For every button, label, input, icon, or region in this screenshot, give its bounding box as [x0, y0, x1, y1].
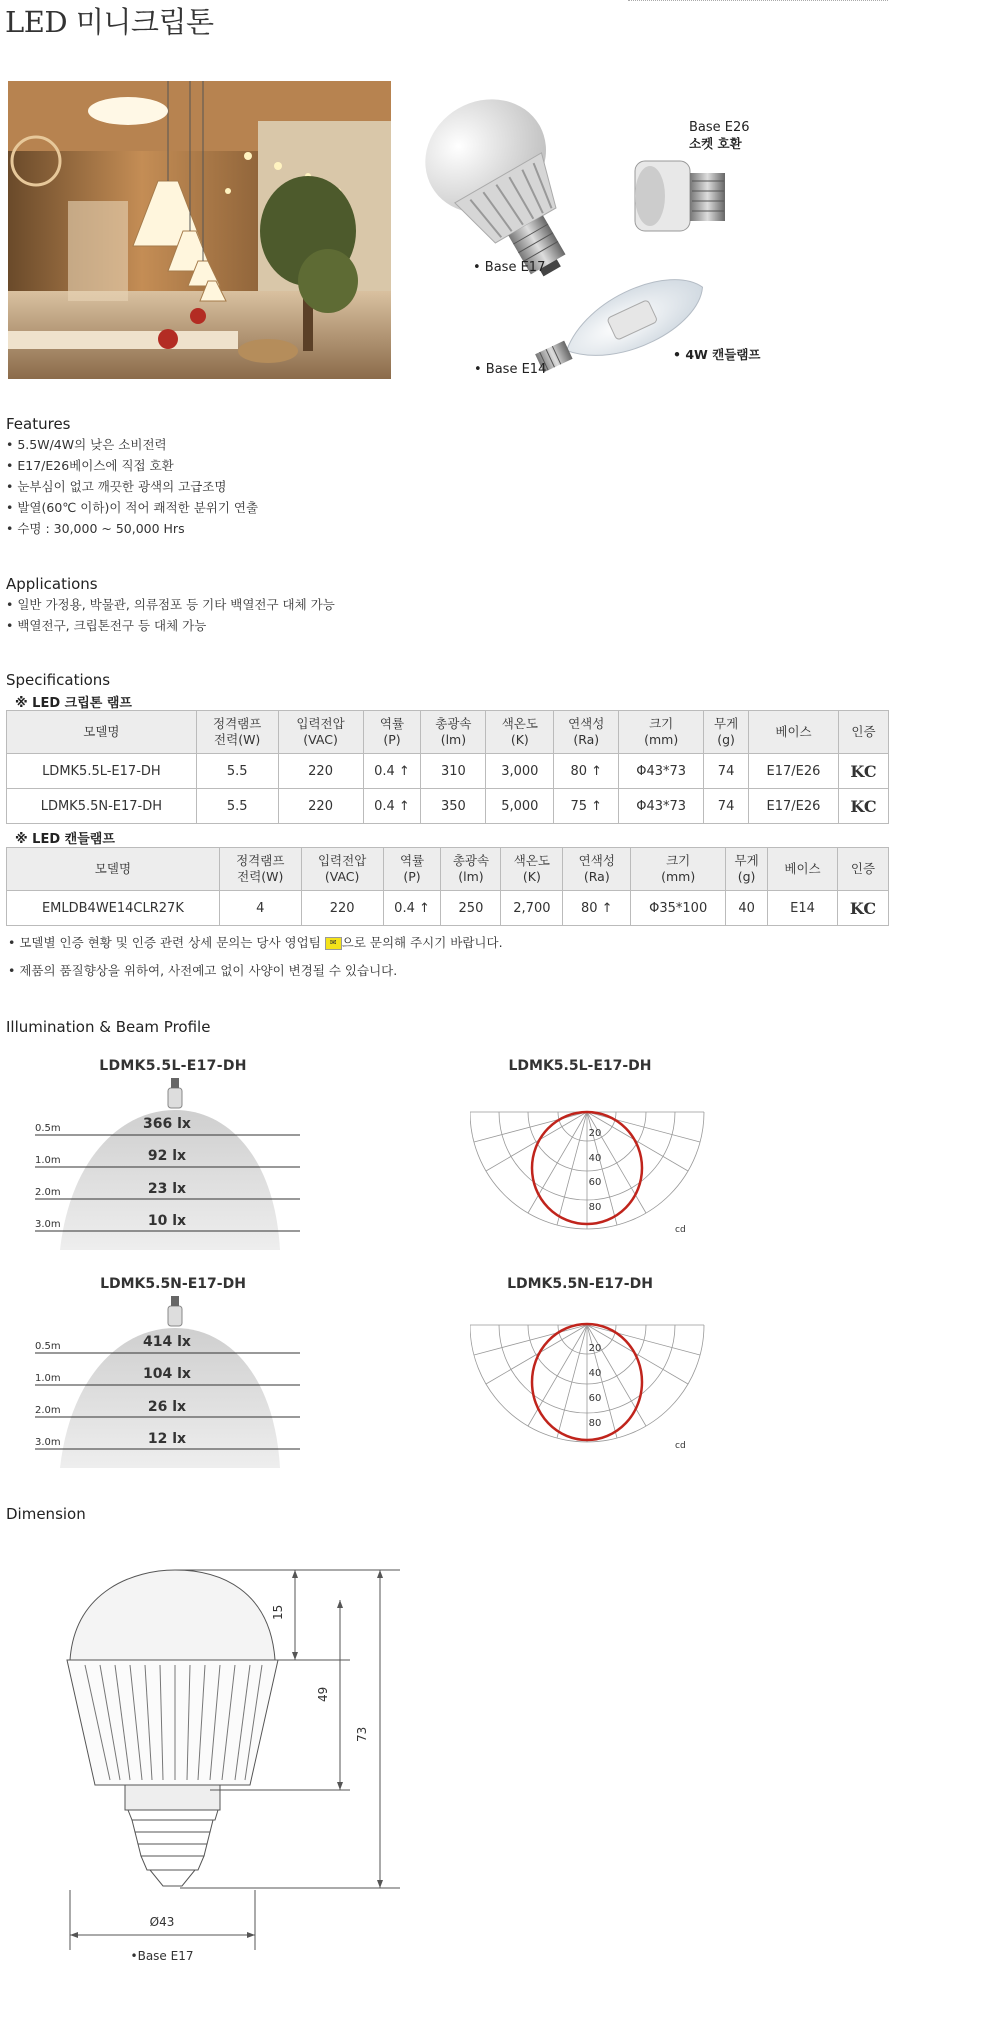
dim-15: 15 [271, 1604, 285, 1620]
column-header-line: (K) [522, 869, 541, 884]
table-cell: E14 [768, 891, 838, 926]
features-list [6, 434, 258, 539]
column-header-line: (P) [403, 869, 421, 884]
column-header-line: (mm) [661, 869, 696, 884]
polar-model-2: LDMK5.5N-E17-DH [507, 1276, 653, 1292]
table-header-row [7, 848, 889, 891]
column-header-line: 연색성 [568, 716, 605, 731]
note-certification: • 모델별 인증 현황 및 인증 관련 상세 문의는 당사 영업팀 ✉ 으로 문의해 주시기 바랍니다. [8, 935, 503, 950]
column-header-line: 무게 [734, 853, 759, 868]
illum-model-1: LDMK5.5L-E17-DH [99, 1058, 247, 1074]
column-header-line: 모델명 [83, 724, 120, 739]
column-header [563, 848, 631, 891]
kc-cert-icon: KC [838, 789, 888, 824]
table-header-row [7, 711, 889, 754]
column-header-line: 총광속 [435, 716, 472, 731]
dim-49: 49 [316, 1686, 330, 1702]
table2-caption: ※ LED 캔들램프 [15, 832, 115, 847]
table-cell: 80 ↑ [554, 754, 619, 789]
column-header-line: 총광속 [452, 853, 490, 868]
table-cell: 220 [278, 754, 363, 789]
column-header-line: 전력(W) [237, 869, 284, 884]
polar-ring-label: 40 [588, 1368, 602, 1379]
polar-unit: cd [675, 1441, 686, 1451]
column-header [301, 848, 383, 891]
polar-ring-label: 80 [588, 1418, 602, 1429]
column-header [219, 848, 301, 891]
column-header [554, 711, 619, 754]
lux-label: 414 lx [143, 1334, 191, 1350]
polar-diagram-2 [470, 1268, 720, 1468]
column-header-line: 인증 [851, 724, 876, 739]
spec-table-candle [6, 847, 889, 926]
table-cell: 0.4 ↑ [363, 754, 421, 789]
column-header-line: 색온도 [501, 716, 538, 731]
mail-icon[interactable]: ✉ [325, 937, 342, 950]
table-row [7, 754, 889, 789]
label-base-e14: • Base E14 [474, 362, 547, 377]
table-row [7, 891, 889, 926]
list-item: • 수명 : 30,000 ~ 50,000 Hrs [6, 518, 258, 539]
column-header-line: (Ra) [583, 869, 610, 884]
polar-ring-label: 20 [588, 1128, 602, 1139]
distance-label: 3.0m [35, 1219, 61, 1230]
column-header [421, 711, 486, 754]
column-header-line: 크기 [666, 853, 691, 868]
label-candle: • 4W 캔들램프 [673, 347, 761, 362]
table-cell: Φ43*73 [619, 789, 704, 824]
note-change-text: 제품의 품질향상을 위하여, 사전예고 없이 사양이 변경될 수 있습니다. [19, 963, 398, 978]
table-cell: 5.5 [196, 789, 278, 824]
table-cell: 220 [301, 891, 383, 926]
column-header-line: (Ra) [573, 732, 600, 747]
table-cell: 80 ↑ [563, 891, 631, 926]
list-item: • 5.5W/4W의 낮은 소비전력 [6, 434, 258, 455]
illuminance-diagram-2 [30, 1268, 320, 1468]
column-header [486, 711, 554, 754]
column-header [837, 848, 888, 891]
note-change: • 제품의 품질향상을 위하여, 사전예고 없이 사양이 변경될 수 있습니다. [8, 963, 398, 978]
illuminance-diagram-1 [30, 1050, 320, 1250]
table-cell: 74 [704, 754, 749, 789]
lux-label: 92 lx [147, 1148, 187, 1164]
product-image [410, 81, 780, 381]
column-header-line: (g) [717, 732, 735, 747]
interior-photo [8, 81, 391, 379]
socket-adapter-icon [635, 161, 725, 231]
distance-label: 0.5m [35, 1123, 61, 1134]
column-header-line: 입력전압 [296, 716, 345, 731]
list-item: • 발열(60℃ 이하)이 적어 쾌적한 분위기 연출 [6, 497, 258, 518]
label-base-e26: Base E26 [689, 120, 750, 135]
table-cell: EMLDB4WE14CLR27K [7, 891, 220, 926]
polar-diagram-1 [470, 1050, 720, 1250]
polar-ring-label: 60 [588, 1393, 602, 1404]
table-cell: 0.4 ↑ [363, 789, 421, 824]
column-header [196, 711, 278, 754]
column-header-line: 정격램프 [236, 853, 285, 868]
table-cell: 310 [421, 754, 486, 789]
polar-ring-label: 60 [588, 1177, 602, 1188]
distance-label: 1.0m [35, 1155, 61, 1166]
column-header-line: 역률 [399, 853, 425, 868]
lux-label: 12 lx [147, 1431, 187, 1447]
lux-label: 366 lx [143, 1116, 191, 1132]
applications-heading: Applications [6, 575, 98, 593]
column-header-line: (P) [383, 732, 401, 747]
column-header [441, 848, 501, 891]
page-title: LED 미니크립톤 [5, 5, 214, 39]
table-cell: LDMK5.5L-E17-DH [7, 754, 197, 789]
list-item: • 눈부심이 없고 깨끗한 광색의 고급조명 [6, 476, 258, 497]
column-header [768, 848, 838, 891]
column-header-line: (lm) [458, 869, 484, 884]
column-header [704, 711, 749, 754]
list-item: • 백열전구, 크립톤전구 등 대체 가능 [6, 615, 335, 636]
lux-label: 10 lx [147, 1213, 187, 1229]
column-header-line: 역률 [379, 716, 405, 731]
column-header-line: 모델명 [94, 861, 132, 876]
column-header-line: 무게 [714, 716, 739, 731]
note-certification-text: 모델별 인증 현황 및 인증 관련 상세 문의는 당사 영업팀 [19, 935, 321, 950]
dimension-drawing [50, 1550, 410, 1970]
specifications-heading: Specifications [6, 671, 111, 689]
table-cell: 5.5 [196, 754, 278, 789]
column-header-line: 전력(W) [214, 732, 261, 747]
lux-label: 104 lx [143, 1366, 191, 1382]
column-header-line: (mm) [644, 732, 679, 747]
column-header [726, 848, 768, 891]
column-header-line: (VAC) [324, 869, 360, 884]
label-base-e17: • Base E17 [473, 260, 546, 275]
dimension-heading: Dimension [6, 1505, 86, 1523]
polar-ring-label: 20 [588, 1343, 602, 1354]
table-cell: 220 [278, 789, 363, 824]
column-header [749, 711, 839, 754]
table-cell: LDMK5.5N-E17-DH [7, 789, 197, 824]
illum-model-2: LDMK5.5N-E17-DH [100, 1276, 246, 1292]
column-header-line: (K) [510, 732, 529, 747]
table-cell: 40 [726, 891, 768, 926]
column-header [631, 848, 726, 891]
table-cell: 4 [219, 891, 301, 926]
distance-label: 0.5m [35, 1341, 61, 1352]
distance-label: 3.0m [35, 1437, 61, 1448]
table-cell: E17/E26 [749, 789, 839, 824]
table-cell: 350 [421, 789, 486, 824]
illumination-heading: Illumination & Beam Profile [6, 1018, 211, 1036]
column-header-line: 입력전압 [317, 853, 367, 868]
column-header [383, 848, 441, 891]
table-cell: 2,700 [501, 891, 563, 926]
column-header-line: (g) [737, 869, 756, 884]
note-certification-text-end: 으로 문의해 주시기 바랍니다. [341, 935, 503, 950]
list-item: • 일반 가정용, 박물관, 의류점포 등 기타 백열전구 대체 가능 [6, 594, 335, 615]
column-header-line: 색온도 [513, 853, 550, 868]
column-header [363, 711, 421, 754]
lux-label: 26 lx [147, 1399, 187, 1415]
distance-label: 2.0m [35, 1187, 61, 1198]
dim-43: Ø43 [149, 1915, 175, 1929]
column-header-line: 인증 [850, 861, 876, 876]
column-header [619, 711, 704, 754]
table-cell: Φ35*100 [631, 891, 726, 926]
label-socket: 소켓 호환 [689, 136, 742, 151]
table-cell: 250 [441, 891, 501, 926]
list-item: • E17/E26베이스에 직접 호환 [6, 455, 258, 476]
dim-73: 73 [355, 1726, 369, 1742]
polar-ring-label: 80 [588, 1202, 602, 1213]
table-cell: 5,000 [486, 789, 554, 824]
column-header-line: 베이스 [784, 861, 821, 876]
applications-list [6, 594, 335, 636]
polar-unit: cd [675, 1225, 686, 1235]
distance-label: 2.0m [35, 1405, 61, 1416]
top-divider [628, 0, 888, 1]
column-header-line: 크기 [649, 716, 674, 731]
column-header [7, 711, 197, 754]
candle-lamp-icon [527, 262, 714, 381]
column-header [501, 848, 563, 891]
table-row [7, 789, 889, 824]
table-cell: 74 [704, 789, 749, 824]
column-header-line: (VAC) [303, 732, 338, 747]
features-heading: Features [6, 415, 71, 433]
lux-label: 23 lx [147, 1181, 187, 1197]
polar-ring-label: 40 [588, 1153, 602, 1164]
column-header-line: 연색성 [578, 853, 615, 868]
dim-base: •Base E17 [130, 1949, 194, 1963]
table-cell: E17/E26 [749, 754, 839, 789]
column-header [278, 711, 363, 754]
distance-label: 1.0m [35, 1373, 61, 1384]
column-header-line: (lm) [440, 732, 467, 747]
polar-model-1: LDMK5.5L-E17-DH [508, 1058, 652, 1074]
column-header [838, 711, 888, 754]
table1-caption: ※ LED 크립톤 램프 [15, 696, 132, 711]
table-cell: 0.4 ↑ [383, 891, 441, 926]
table-cell: 75 ↑ [554, 789, 619, 824]
table-cell: Φ43*73 [619, 754, 704, 789]
table-cell: 3,000 [486, 754, 554, 789]
kc-cert-icon: KC [837, 891, 888, 926]
kc-cert-icon: KC [838, 754, 888, 789]
column-header-line: 베이스 [775, 724, 812, 739]
column-header-line: 정격램프 [213, 716, 262, 731]
spec-table-krypton [6, 710, 889, 824]
column-header [7, 848, 220, 891]
